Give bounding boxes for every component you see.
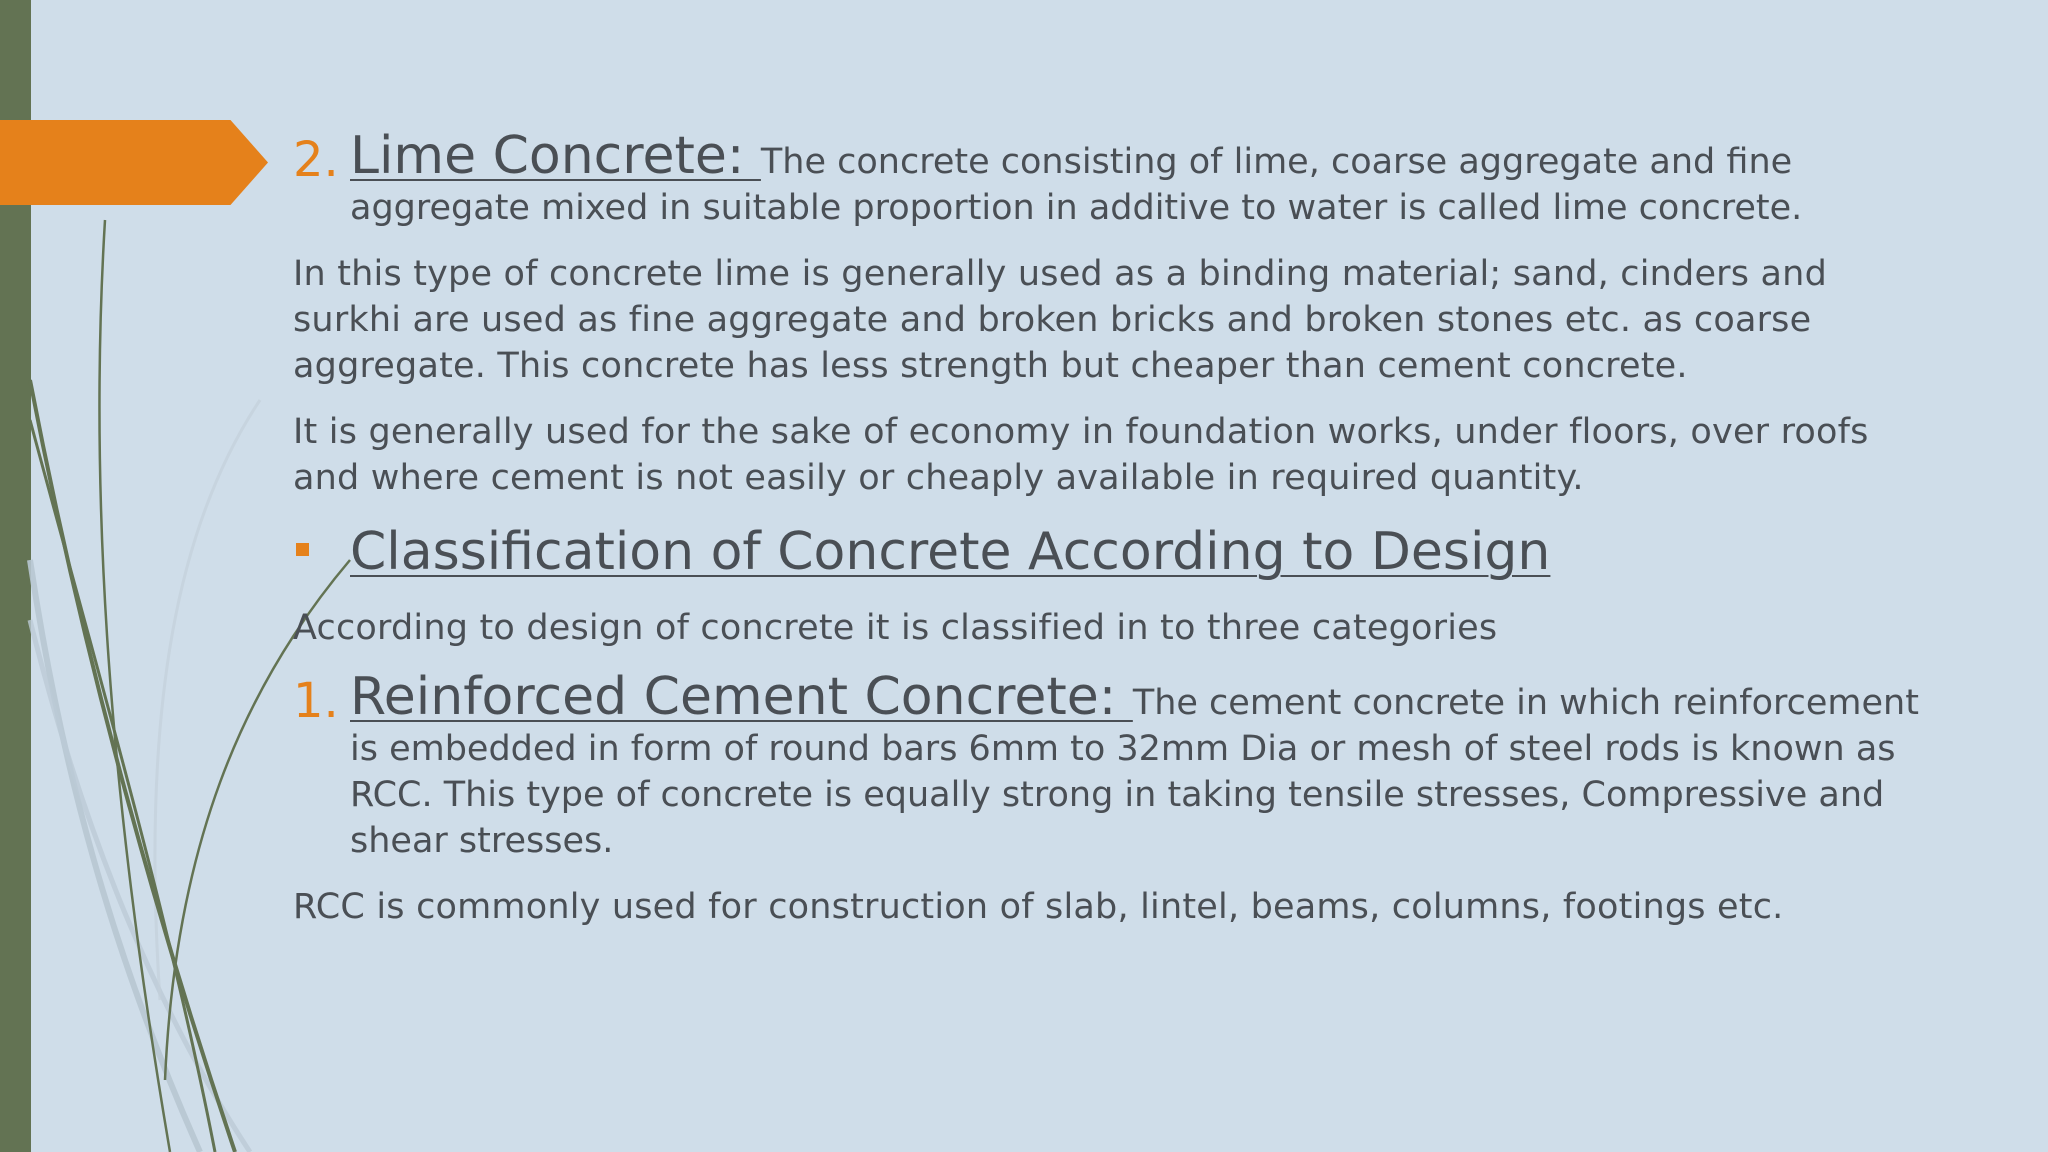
item-text: The concrete consisting of lime, coarse aggregate and fine aggregate mixed in suitable proportion in additive to water is called lime concrete. (350, 142, 1803, 228)
item-number: 1. (293, 673, 339, 729)
section-heading: Classification of Concrete According to Design (350, 522, 1551, 582)
numbered-item-lime-concrete (293, 126, 1933, 231)
item-heading: Lime Concrete: (350, 126, 761, 186)
item-heading: Reinforced Cement Concrete: (350, 667, 1133, 727)
item-text: The cement concrete in which reinforcement is embedded in form of round bars 6mm to 32mm Dia or mesh of steel rods is known as RCC. This type of concrete is equally strong in taking tensile stresses, Compressive and shear stresses. (350, 683, 1919, 861)
paragraph-lime-materials: In this type of concrete lime is generally used as a binding material; sand, cinders and surkhi are used as fine aggregate and broken bricks and broken stones etc. as coarse aggregate. This concrete has less strength but cheaper than cement concrete. (293, 254, 1827, 386)
curve-green-3 (99, 220, 170, 1152)
curve-light-2 (30, 620, 250, 1152)
orange-arrow-banner (0, 120, 268, 205)
curve-green-1 (30, 380, 235, 1152)
square-bullet-icon (296, 543, 309, 556)
curve-light-1 (30, 560, 200, 1152)
item-number: 2. (293, 132, 339, 188)
bullet-section-heading (293, 521, 1933, 583)
slide-content (293, 126, 1933, 950)
paragraph-lime-uses: It is generally used for the sake of economy in foundation works, under floors, over roofs and where cement is not easily or cheaply available in required quantity. (293, 412, 1869, 498)
numbered-item-rcc (293, 667, 1933, 864)
paragraph-design-intro: According to design of concrete it is classified in to three categories (293, 608, 1498, 648)
paragraph-rcc-uses: RCC is commonly used for construction of slab, lintel, beams, columns, footings etc. (293, 887, 1784, 927)
curve-light-3 (155, 400, 260, 1000)
